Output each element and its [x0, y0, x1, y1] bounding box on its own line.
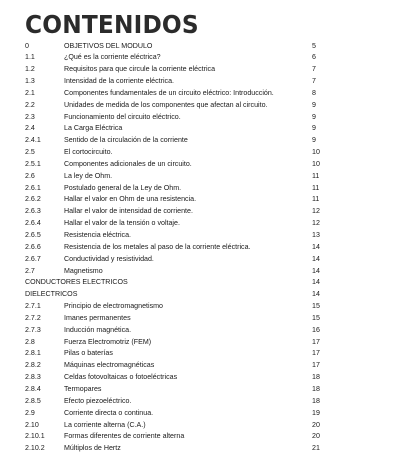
toc-entry-number: 2.6.7 [25, 254, 41, 263]
toc-entry-page-number: 9 [312, 124, 316, 133]
toc-entry [0, 41, 416, 53]
toc-entry [0, 171, 416, 183]
toc-entry-page-number: 8 [312, 88, 316, 97]
toc-entry-number: 2.8.5 [25, 396, 41, 405]
toc-entry-title: Postulado general de la Ley de Ohm. [64, 183, 182, 192]
toc-entry-page-number: 16 [312, 325, 320, 334]
toc-entry-title: El cortocircuito. [64, 148, 113, 157]
toc-entry [0, 64, 416, 76]
toc-entry-page-number: 9 [312, 112, 316, 121]
toc-entry-number: 2.4 [25, 124, 35, 133]
toc-entry [0, 277, 416, 289]
toc-entry-page-number: 18 [312, 384, 320, 393]
toc-entry-title: OBJETIVOS DEL MODULO [64, 41, 153, 50]
toc-entry [0, 52, 416, 64]
toc-entry-title: CONDUCTORES ELECTRICOS [25, 278, 128, 287]
toc-entry-title: Celdas fotovoltaicas o fotoeléctricas [64, 373, 178, 382]
toc-entry-page-number: 20 [312, 420, 320, 429]
toc-entry-title: Inducción magnética. [64, 325, 132, 334]
toc-entry-title: Múltiplos de Hertz [64, 444, 121, 453]
toc-entry-title: Formas diferentes de corriente alterna [64, 432, 185, 441]
toc-entry [0, 100, 416, 112]
toc-entry [0, 147, 416, 159]
toc-entry-number: 0 [25, 41, 29, 50]
toc-entry-number: 2.6.4 [25, 219, 41, 228]
page-title: CONTENIDOS [25, 10, 199, 39]
toc-entry-number: 2.9 [25, 408, 35, 417]
toc-entry-page-number: 9 [312, 136, 316, 145]
toc-entry-page-number: 11 [312, 171, 320, 180]
toc-entry-page-number: 10 [312, 148, 320, 157]
toc-entry-title: Resistencia de los metales al paso de la corriente eléctrica. [64, 242, 251, 251]
toc-entry-page-number: 21 [312, 444, 320, 453]
toc-entry-number: 2.2 [25, 100, 35, 109]
toc-entry-page-number: 17 [312, 361, 320, 370]
toc-entry-page-number: 14 [312, 254, 320, 263]
toc-entry-number: 1.3 [25, 77, 35, 86]
toc-entry-page-number: 11 [312, 183, 320, 192]
toc-entry-title: Imanes permanentes [64, 313, 131, 322]
toc-entry [0, 431, 416, 443]
toc-entry [0, 123, 416, 135]
toc-entry-number: 2.6.3 [25, 207, 41, 216]
toc-entry-page-number: 17 [312, 337, 320, 346]
toc-entry [0, 348, 416, 360]
toc-entry [0, 76, 416, 88]
toc-entry-title: Pilas o baterías [64, 349, 113, 358]
toc-entry [0, 206, 416, 218]
toc-entry-title: ¿Qué es la corriente eléctrica? [64, 53, 161, 62]
toc-entry-page-number: 18 [312, 396, 320, 405]
toc-entry-number: 2.7.3 [25, 325, 41, 334]
toc-entry [0, 443, 416, 455]
toc-entry-title: DIELECTRICOS [25, 290, 78, 299]
toc-entry [0, 325, 416, 337]
toc-entry-title: Magnetismo [64, 266, 103, 275]
toc-entry-title: Componentes fundamentales de un circuito eléctrico: Introducción. [64, 88, 274, 97]
table-of-contents [0, 41, 416, 456]
toc-entry-title: Corriente directa o continua. [64, 408, 154, 417]
toc-entry-number: 2.5 [25, 148, 35, 157]
toc-entry-title: Efecto piezoeléctrico. [64, 396, 132, 405]
toc-entry-title: Componentes adicionales de un circuito. [64, 159, 192, 168]
toc-entry [0, 396, 416, 408]
toc-entry-page-number: 14 [312, 278, 320, 287]
toc-entry-title: Sentido de la circulación de la corriente [64, 136, 188, 145]
toc-entry-title: Hallar el valor de intensidad de corriente. [64, 207, 193, 216]
toc-entry-title: Fuerza Electromotriz (FEM) [64, 337, 152, 346]
toc-entry-page-number: 11 [312, 195, 320, 204]
toc-entry [0, 242, 416, 254]
toc-entry-number: 2.10.1 [25, 432, 45, 441]
toc-entry-number: 2.6.6 [25, 242, 41, 251]
toc-entry-page-number: 14 [312, 290, 320, 299]
toc-entry [0, 254, 416, 266]
toc-entry-number: 2.8 [25, 337, 35, 346]
toc-entry-page-number: 12 [312, 219, 320, 228]
toc-entry-title: Funcionamiento del circuito eléctrico. [64, 112, 181, 121]
toc-entry-title: Máquinas electromagnéticas [64, 361, 155, 370]
toc-entry-title: Unidades de medida de los componentes que afectan al circuito. [64, 100, 268, 109]
toc-entry-page-number: 10 [312, 159, 320, 168]
toc-entry-page-number: 7 [312, 65, 316, 74]
toc-entry [0, 301, 416, 313]
toc-entry [0, 194, 416, 206]
toc-entry-page-number: 5 [312, 41, 316, 50]
toc-entry [0, 408, 416, 420]
toc-entry [0, 159, 416, 171]
toc-entry-title: Conductividad y resistividad. [64, 254, 154, 263]
toc-entry [0, 372, 416, 384]
toc-entry [0, 112, 416, 124]
toc-entry-title: Hallar el valor de la tensión o voltaje. [64, 219, 180, 228]
toc-entry-page-number: 15 [312, 302, 320, 311]
toc-entry-page-number: 18 [312, 373, 320, 382]
toc-entry [0, 360, 416, 372]
toc-entry-title: Principio de electromagnetismo [64, 302, 163, 311]
toc-entry [0, 135, 416, 147]
toc-entry-number: 2.6.5 [25, 231, 41, 239]
toc-entry-number: 2.10.2 [25, 444, 45, 453]
toc-entry [0, 218, 416, 230]
toc-entry-number: 2.8.3 [25, 373, 41, 382]
toc-entry [0, 420, 416, 432]
toc-entry-title: Intensidad de la corriente eléctrica. [64, 77, 175, 86]
toc-entry [0, 313, 416, 325]
toc-entry-title: La ley de Ohm. [64, 171, 113, 180]
toc-entry-number: 1.1 [25, 53, 35, 62]
toc-entry [0, 289, 416, 301]
toc-entry-page-number: 9 [312, 100, 316, 109]
toc-entry-number: 2.3 [25, 112, 35, 121]
toc-entry-title: Resistencia eléctrica. [64, 231, 132, 239]
toc-entry-title: Hallar el valor en Ohm de una resistencia. [64, 195, 197, 204]
toc-entry-number: 2.8.2 [25, 361, 41, 370]
toc-entry-number: 2.8.1 [25, 349, 41, 358]
toc-entry-number: 2.4.1 [25, 136, 41, 145]
toc-entry-page-number: 17 [312, 349, 320, 358]
toc-entry [0, 337, 416, 349]
toc-entry-number: 1.2 [25, 65, 35, 74]
toc-entry-number: 2.7 [25, 266, 35, 275]
toc-entry-page-number: 15 [312, 313, 320, 322]
toc-entry-number: 2.7.2 [25, 313, 41, 322]
toc-entry-page-number: 7 [312, 77, 316, 86]
toc-entry-title: La Carga Eléctrica [64, 124, 123, 133]
toc-entry-title: Termopares [64, 384, 102, 393]
toc-entry-page-number: 13 [312, 231, 320, 239]
toc-entry-page-number: 6 [312, 53, 316, 62]
toc-entry-page-number: 14 [312, 242, 320, 251]
toc-entry-page-number: 20 [312, 432, 320, 441]
toc-entry-number: 2.7.1 [25, 302, 41, 311]
toc-entry-number: 2.1 [25, 88, 35, 97]
toc-entry-number: 2.6.2 [25, 195, 41, 204]
toc-entry-page-number: 14 [312, 266, 320, 275]
toc-entry [0, 183, 416, 195]
toc-entry-number: 2.8.4 [25, 384, 41, 393]
toc-entry-title: Requisitos para que circule la corriente eléctrica [64, 65, 216, 74]
toc-entry-number: 2.10 [25, 420, 39, 429]
toc-entry-number: 2.5.1 [25, 159, 41, 168]
toc-entry [0, 88, 416, 100]
toc-entry-number: 2.6 [25, 171, 35, 180]
toc-entry [0, 230, 416, 242]
toc-entry-title: La corriente alterna (C.A.) [64, 420, 146, 429]
toc-entry-page-number: 19 [312, 408, 320, 417]
toc-entry-page-number: 12 [312, 207, 320, 216]
toc-entry-number: 2.6.1 [25, 183, 41, 192]
toc-entry [0, 384, 416, 396]
toc-entry [0, 266, 416, 278]
